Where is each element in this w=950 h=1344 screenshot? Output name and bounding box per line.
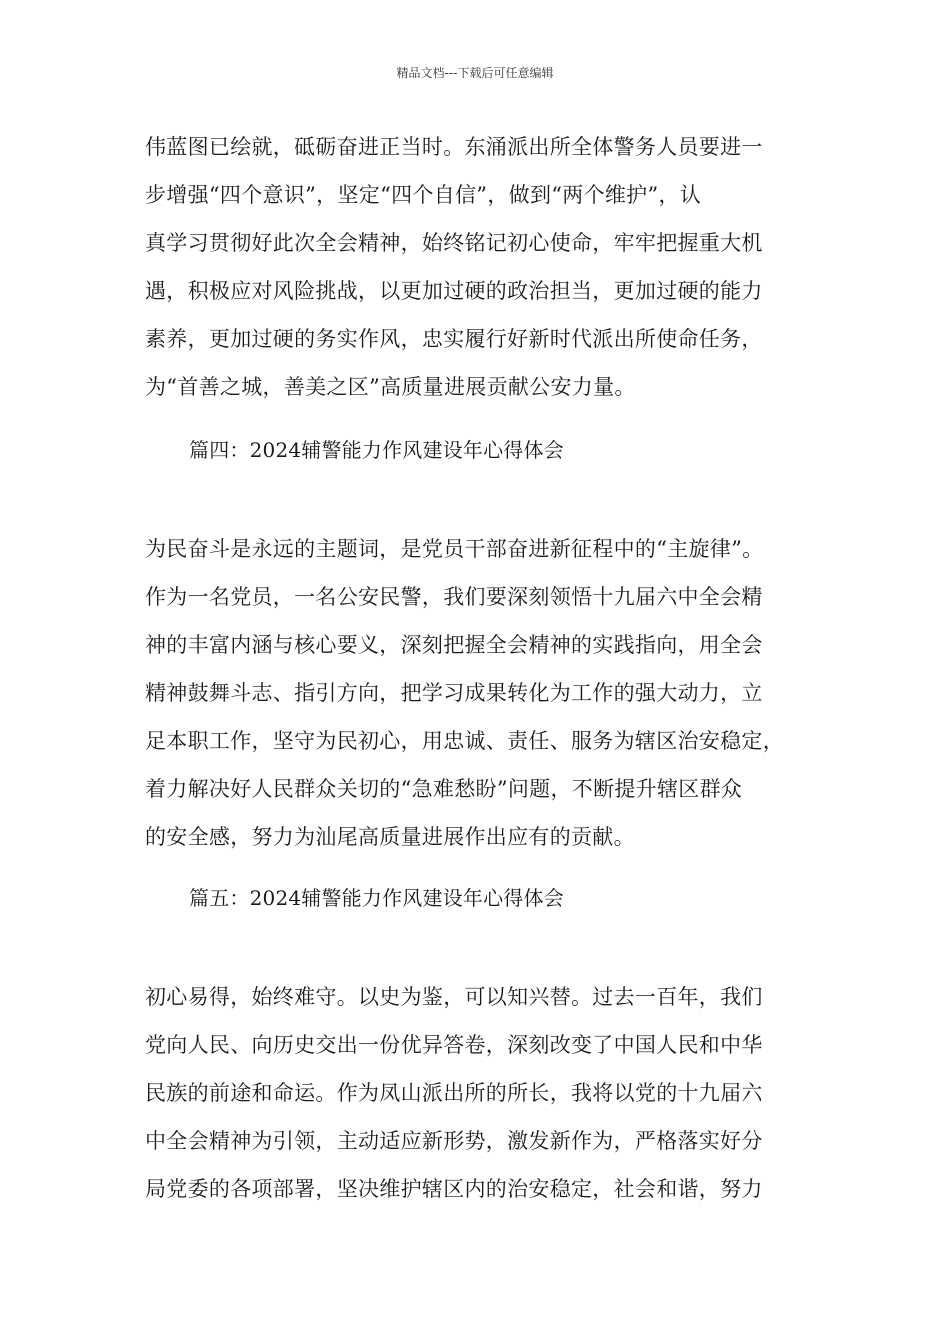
text-line: 神的丰富内涵与核心要义，深刻把握全会精神的实践指向，用全会 xyxy=(145,633,763,657)
paragraph-continuation xyxy=(145,123,815,411)
paragraph-section-5 xyxy=(145,973,815,1213)
text-line: 足本职工作，坚守为民初心，用忠诚、责任、服务为辖区治安稳定， xyxy=(145,729,784,753)
text-line: 伟蓝图已绘就，砥砺奋进正当时。东涌派出所全体警务人员要进一 xyxy=(145,135,763,159)
text-line: 步增强“四个意识”，坚定“四个自信”，做到“两个维护”，认 xyxy=(145,183,702,207)
text-line: 的安全感，努力为汕尾高质量进展作出应有的贡献。 xyxy=(145,825,635,849)
text-line: 遇，积极应对风险挑战，以更加过硬的政治担当，更加过硬的能力 xyxy=(145,279,763,303)
section-heading-5: 篇五：2024辅警能力作风建设年心得体会 xyxy=(189,886,564,910)
text-line: 为民奋斗是永远的主题词，是党员干部奋进新征程中的“主旋律”。 xyxy=(145,537,764,561)
text-line: 民族的前途和命运。作为凤山派出所的所长，我将以党的十九届六 xyxy=(145,1081,763,1105)
text-line: 素养，更加过硬的务实作风，忠实履行好新时代派出所使命任务， xyxy=(145,327,763,351)
text-line: 为“首善之城，善美之区”高质量进展贡献公安力量。 xyxy=(145,375,636,399)
text-line: 真学习贯彻好此次全会精神，始终铭记初心使命，牢牢把握重大机 xyxy=(145,231,763,255)
text-line: 中全会精神为引领，主动适应新形势，激发新作为，严格落实好分 xyxy=(145,1129,763,1153)
text-line: 党向人民、向历史交出一份优异答卷，深刻改变了中国人民和中华 xyxy=(145,1033,763,1057)
text-line: 局党委的各项部署，坚决维护辖区内的治安稳定，社会和谐，努力 xyxy=(145,1177,763,1201)
text-line: 初心易得，始终难守。以史为鉴，可以知兴替。过去一百年，我们 xyxy=(145,985,763,1009)
page-header: 精品文档---下载后可任意编辑 xyxy=(396,66,554,80)
text-line: 着力解决好人民群众关切的“急难愁盼”问题，不断提升辖区群众 xyxy=(145,777,743,801)
text-line: 精神鼓舞斗志、指引方向，把学习成果转化为工作的强大动力，立 xyxy=(145,681,763,705)
paragraph-section-4 xyxy=(145,525,815,861)
text-line: 作为一名党员，一名公安民警，我们要深刻领悟十九届六中全会精 xyxy=(145,585,763,609)
section-heading-4: 篇四：2024辅警能力作风建设年心得体会 xyxy=(189,438,564,462)
